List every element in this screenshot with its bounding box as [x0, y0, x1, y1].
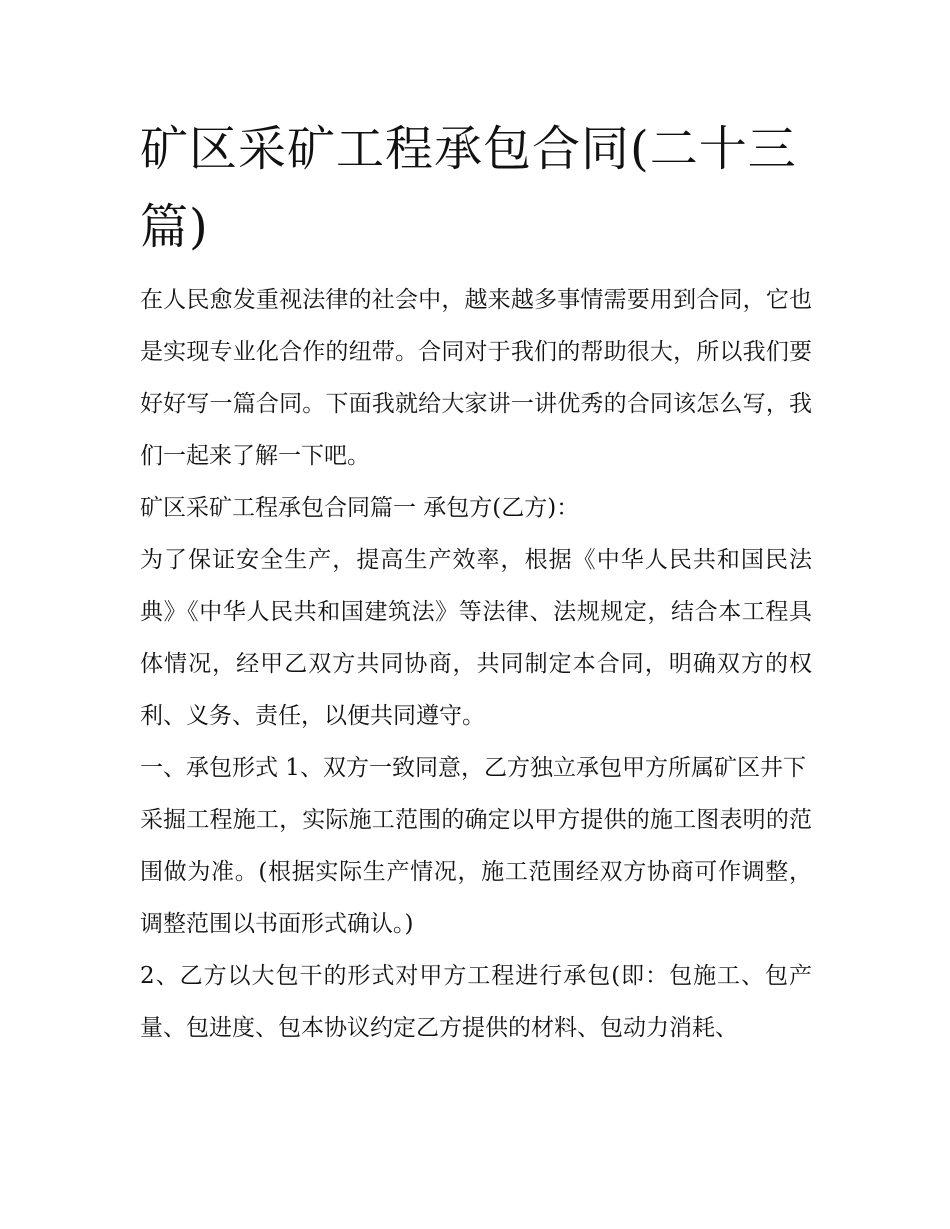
contract-heading-line: 矿区采矿工程承包合同篇一 承包方(乙方)： [140, 495, 580, 521]
clause-2-paragraph: 2、乙方以大包干的形式对甲方工程进行承包(即：包施工、包产量、包进度、包本协议约定乙方提供的材料、包动力消耗、 [140, 963, 812, 1041]
clause-1-scope-paragraph: 采掘工程施工，实际施工范围的确定以甲方提供的施工图表明的范围做为准。(根据实际生产情况，施工范围经双方协商可作调整，调整范围以书面形式确认。) [140, 807, 812, 937]
clause-1-paragraph: 一、承包形式 1、双方一致同意，乙方独立承包甲方所属矿区井下 [140, 755, 806, 781]
preamble-paragraph: 为了保证安全生产，提高生产效率，根据《中华人民共和国民法典》《中华人民共和国建筑法》等法律、法规规定，结合本工程具体情况，经甲乙双方共同协商，共同制定本合同，明确双方的权利、义务、责任，以便共同遵守。 [140, 547, 812, 729]
intro-paragraph: 在人民愈发重视法律的社会中，越来越多事情需要用到合同，它也是实现专业化合作的纽带。合同对于我们的帮助很大，所以我们要好好写一篇合同。下面我就给大家讲一讲优秀的合同该怎么写，我们一起来了解一下吧。 [140, 287, 812, 469]
document-page [140, 110, 812, 1054]
document-title: 矿区采矿工程承包合同(二十三篇) [140, 121, 797, 255]
